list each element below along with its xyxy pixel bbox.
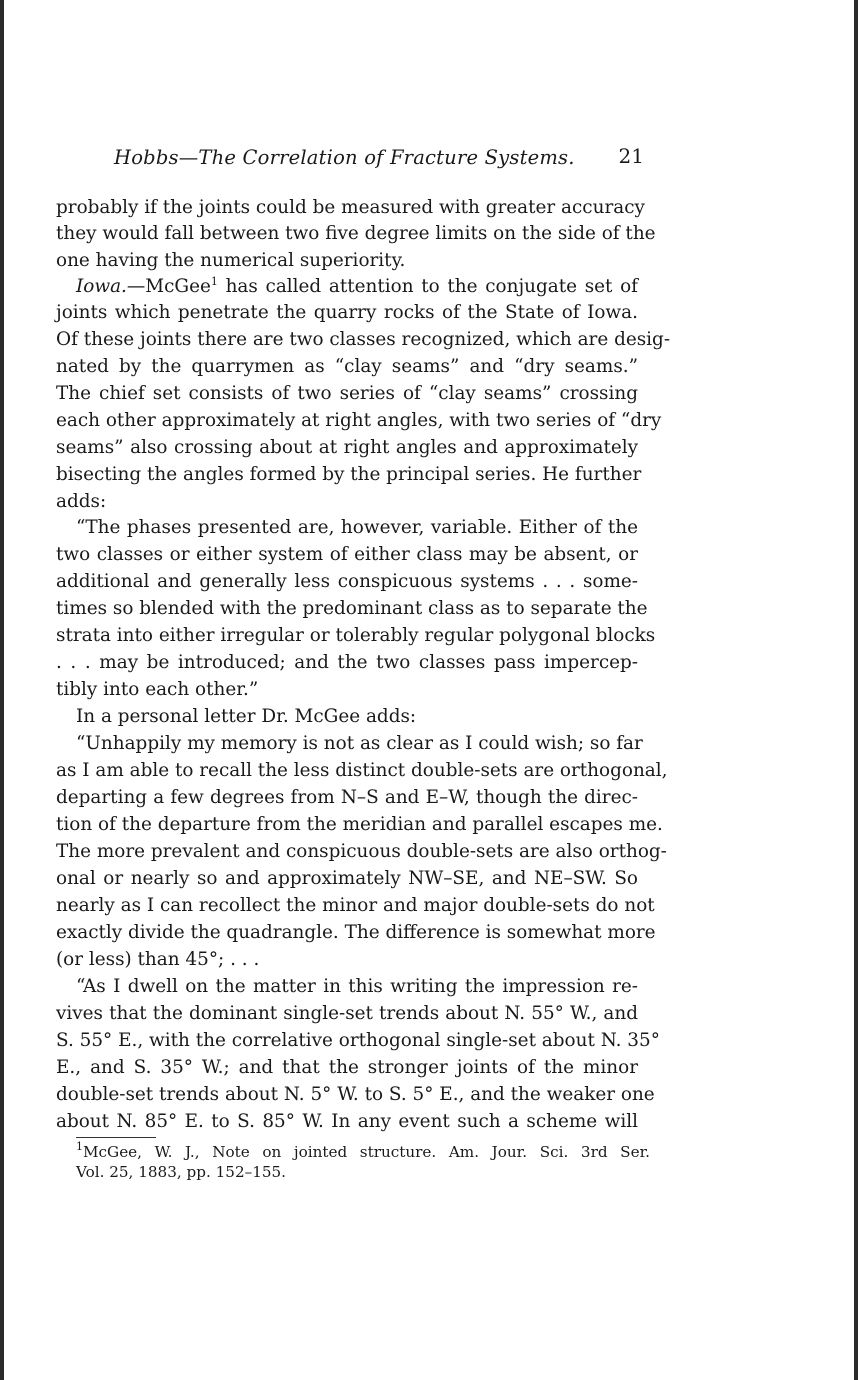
- letter-line: “As I dwell on the matter in this writing the impression re-: [76, 976, 638, 997]
- body-line: Of these joints there are two classes recognized, which are desig-: [56, 329, 671, 350]
- letter-line: “Unhappily my memory is not as clear as I could wish; so far: [76, 733, 643, 754]
- quote-line: “The phases presented are, however, variable. Either of the: [76, 517, 638, 538]
- quote-line: times so blended with the predominant class as to separate the: [56, 598, 648, 619]
- quote-line: tibly into each other.”: [56, 679, 259, 700]
- letter-line: onal or nearly so and approximately NW–SE, and NE–SW. So: [56, 868, 638, 889]
- running-head: Hobbs—The Correlation of Fracture Systems.: [114, 146, 575, 169]
- letter-line: exactly divide the quadrangle. The difference is somewhat more: [56, 922, 656, 943]
- body-text: —McGee: [126, 276, 211, 297]
- footnote-text: McGee, W. J., Note on jointed structure. Am. Jour. Sci. 3rd Ser.: [83, 1143, 650, 1161]
- footnote-marker: 1: [76, 1140, 83, 1153]
- body-text: has called attention to the conjugate set of: [217, 276, 638, 297]
- page-header: [114, 146, 644, 180]
- body-line: seams” also crossing about at right angles and approximately: [56, 437, 638, 458]
- section-heading-line: [76, 274, 638, 300]
- body-line: bisecting the angles formed by the principal series. He further: [56, 464, 642, 485]
- footnote-line: Vol. 25, 1883, pp. 152–155.: [76, 1163, 287, 1181]
- letter-line: vives that the dominant single-set trends about N. 55° W., and: [56, 1003, 638, 1024]
- body-line: The chief set consists of two series of “clay seams” crossing: [56, 383, 638, 404]
- letter-line: (or less) than 45°; . . .: [56, 949, 260, 970]
- quote-line: two classes or either system of either class may be absent, or: [56, 544, 638, 565]
- letter-line: about N. 85° E. to S. 85° W. In any event such a scheme will: [56, 1111, 638, 1132]
- letter-line: tion of the departure from the meridian and parallel escapes me.: [56, 814, 663, 835]
- body-line: In a personal letter Dr. McGee adds:: [76, 706, 417, 727]
- body-line: they would fall between two five degree limits on the side of the: [56, 223, 656, 244]
- body-line: each other approximately at right angles, with two series of “dry: [56, 410, 662, 431]
- letter-line: E., and S. 35° W.; and that the stronger joints of the minor: [56, 1057, 638, 1078]
- letter-line: as I am able to recall the less distinct double-sets are orthogonal,: [56, 760, 668, 781]
- quote-line: strata into either irregular or tolerably regular polygonal blocks: [56, 625, 656, 646]
- body-line: one having the numerical superiority.: [56, 250, 406, 271]
- section-heading-iowa: Iowa.: [76, 276, 127, 297]
- body-line: adds:: [56, 491, 107, 512]
- footnote-rule: [76, 1137, 156, 1138]
- quote-line: . . . may be introduced; and the two classes pass impercep-: [56, 652, 638, 673]
- footnote-ref: 1: [210, 275, 218, 288]
- body-line: probably if the joints could be measured with greater accuracy: [56, 197, 645, 218]
- letter-line: nearly as I can recollect the minor and major double-sets do not: [56, 895, 655, 916]
- letter-line: The more prevalent and conspicuous double-sets are also orthog-: [56, 841, 667, 862]
- letter-line: departing a few degrees from N–S and E–W, though the direc-: [56, 787, 638, 808]
- page-number: 21: [618, 144, 644, 168]
- body-line: joints which penetrate the quarry rocks of the State of Iowa.: [56, 302, 638, 323]
- letter-line: S. 55° E., with the correlative orthogonal single-set about N. 35°: [56, 1030, 660, 1051]
- quote-line: additional and generally less conspicuous systems . . . some-: [56, 571, 638, 592]
- body-line: nated by the quarrymen as “clay seams” and “dry seams.”: [56, 356, 638, 377]
- letter-line: double-set trends about N. 5° W. to S. 5° E., and the weaker one: [56, 1084, 655, 1105]
- footnote-line: [76, 1140, 650, 1162]
